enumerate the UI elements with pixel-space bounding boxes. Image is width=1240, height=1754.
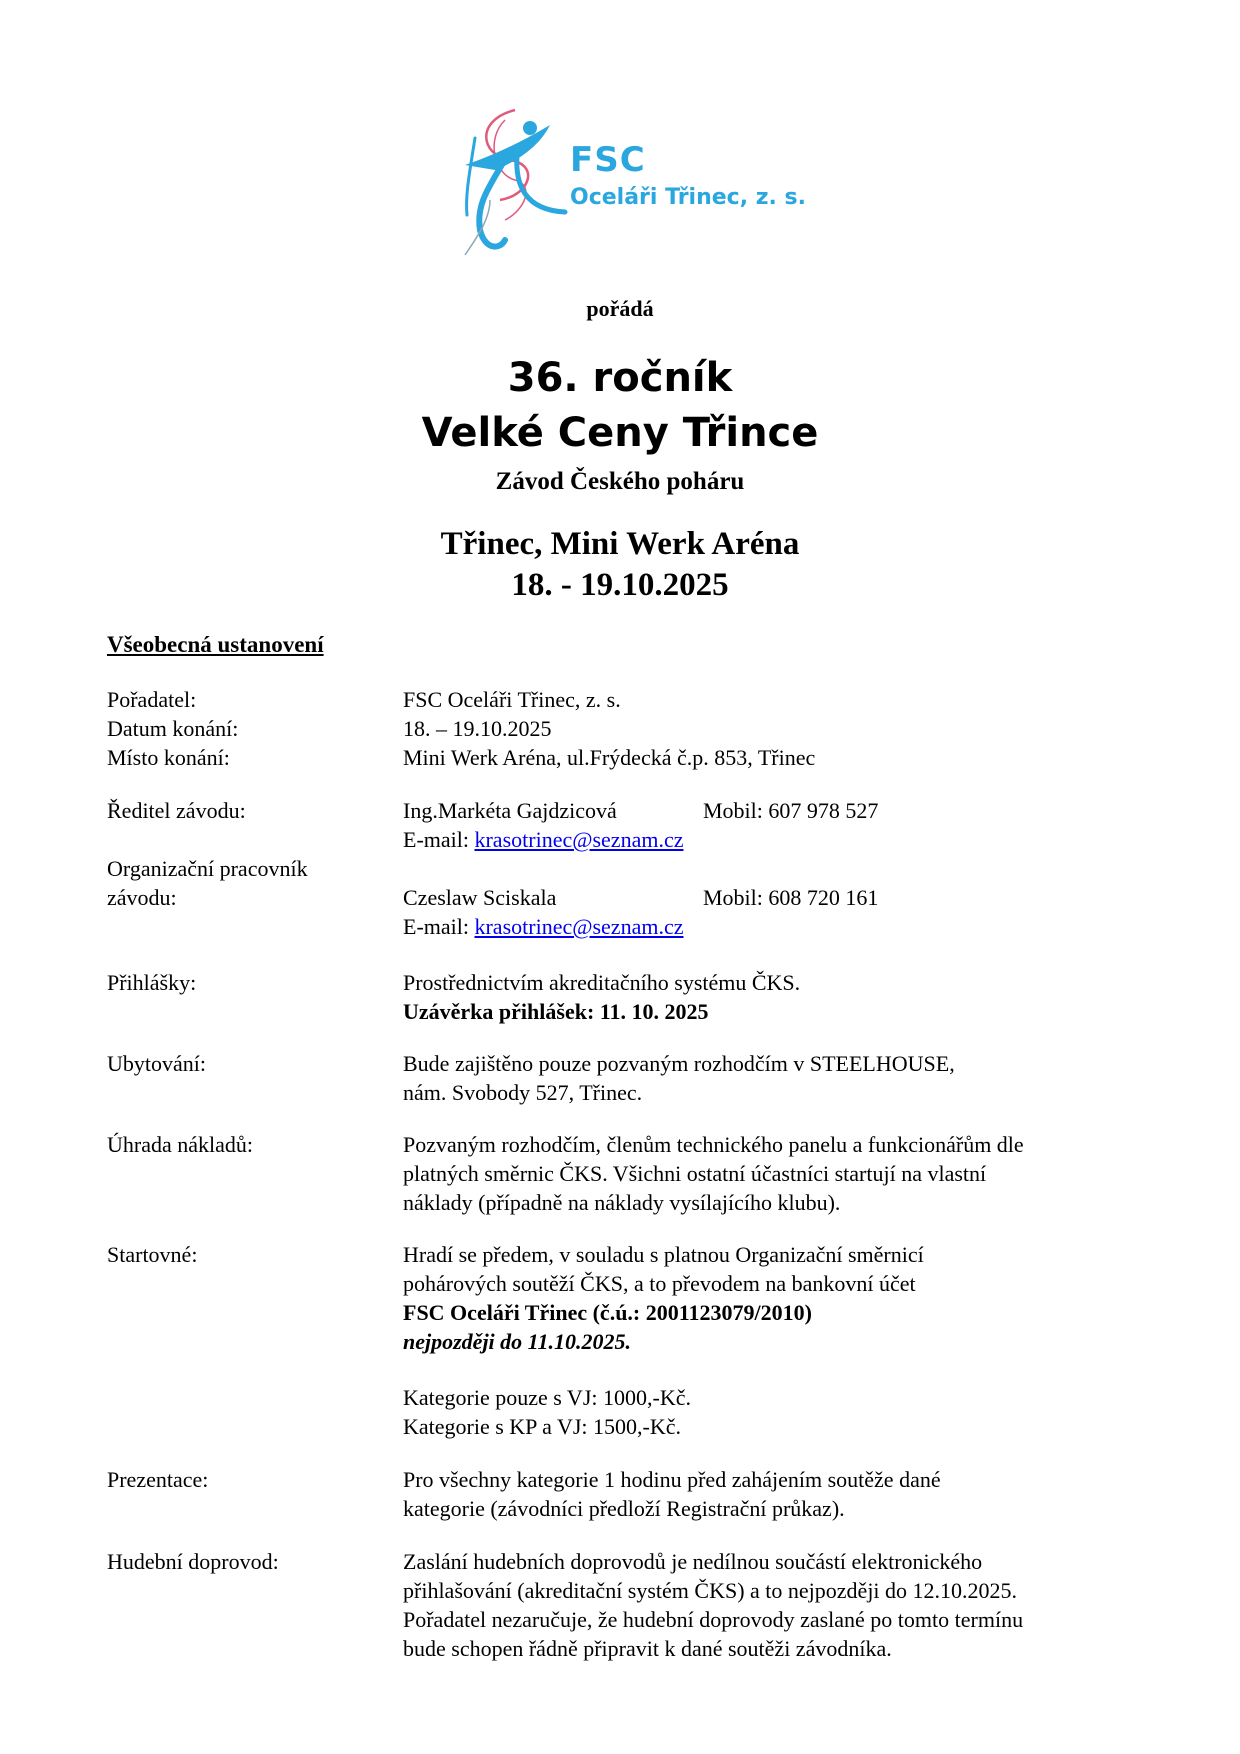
costs-line2: platných směrnic ČKS. Všichni ostatní účastníci startují na vlastní [403,1161,987,1186]
music-label: Hudební doprovod: [107,1549,279,1574]
staff-label-line2: závodu: [107,885,177,910]
event-title: Velké Ceny Třince [421,410,819,456]
staff-name: Czeslaw Sciskala [403,885,557,910]
costs-line1: Pozvaným rozhodčím, členům technického panelu a funkcionářům dle [403,1132,1024,1157]
event-dates: 18. - 19.10.2025 [511,567,729,603]
fee-deadline: nejpozději do 11.10.2025. [403,1329,631,1354]
presentation-label: Prezentace: [107,1467,209,1492]
logo-title: FSC [570,140,646,180]
fsc-logo-icon [455,100,815,260]
costs-line3: náklady (případně na náklady vysílajícího klubu). [403,1190,841,1215]
event-venue: Třinec, Mini Werk Aréna [440,526,800,562]
accommodation-line1: Bude zajištěno pouze pozvaným rozhodčím v STEELHOUSE, [403,1051,955,1076]
fee-line2: pohárových soutěží ČKS, a to převodem na bankovní účet [403,1271,916,1296]
fee-category-vj: Kategorie pouze s VJ: 1000,-Kč. [403,1385,691,1410]
director-mobile: Mobil: 607 978 527 [703,798,879,823]
entries-label: Přihlášky: [107,970,197,995]
place-value: Mini Werk Aréna, ul.Frýdecká č.p. 853, Třinec [403,745,816,770]
staff-email-prefix: E-mail: [403,914,475,939]
organizes-label: pořádá [586,296,654,321]
director-name: Ing.Markéta Gajdzicová [403,798,617,823]
date-value: 18. – 19.10.2025 [403,716,552,741]
fee-line1: Hradí se předem, v souladu s platnou Organizační směrnicí [403,1242,924,1267]
director-email-link[interactable]: krasotrinec@seznam.cz [474,827,684,852]
staff-label-line1: Organizační pracovník [107,856,308,881]
music-line3: Pořadatel nezaručuje, že hudební doprovody zaslané po tomto termínu [403,1607,1024,1632]
presentation-line1: Pro všechny kategorie 1 hodinu před zahájením soutěže dané [403,1467,941,1492]
accommodation-label: Ubytování: [107,1051,206,1076]
director-email-prefix: E-mail: [403,827,475,852]
fee-label: Startovné: [107,1242,198,1267]
music-line4: bude schopen řádně připravit k dané soutěži závodníka. [403,1636,892,1661]
presentation-line2: kategorie (závodníci předloží Registrační průkaz). [403,1496,845,1521]
accommodation-line2: nám. Svobody 527, Třinec. [403,1080,643,1105]
music-line1: Zaslání hudebních doprovodů je nedílnou součástí elektronického [403,1549,983,1574]
organizer-label: Pořadatel: [107,687,197,712]
date-label: Datum konání: [107,716,239,741]
staff-email-link[interactable]: krasotrinec@seznam.cz [474,914,684,939]
organizer-value: FSC Oceláři Třinec, z. s. [403,687,621,712]
costs-label: Úhrada nákladů: [107,1132,253,1157]
event-subtitle: Závod Českého poháru [495,468,745,495]
music-line2: přihlašování (akreditační systém ČKS) a to nejpozději do 12.10.2025. [403,1578,1018,1603]
fee-bank-account: FSC Oceláři Třinec (č.ú.: 2001123079/2010) [403,1300,812,1325]
place-label: Místo konání: [107,745,230,770]
fee-category-kp-vj: Kategorie s KP a VJ: 1500,-Kč. [403,1414,682,1439]
section-heading: Všeobecná ustanovení [107,632,324,657]
staff-mobile: Mobil: 608 720 161 [703,885,879,910]
director-label: Ředitel závodu: [107,798,246,823]
logo-subtitle: Oceláři Třinec, z. s. [570,185,806,210]
entries-line1: Prostřednictvím akreditačního systému ČKS. [403,970,801,995]
edition-title: 36. ročník [507,355,733,401]
entries-deadline: Uzávěrka přihlášek: 11. 10. 2025 [403,999,709,1024]
